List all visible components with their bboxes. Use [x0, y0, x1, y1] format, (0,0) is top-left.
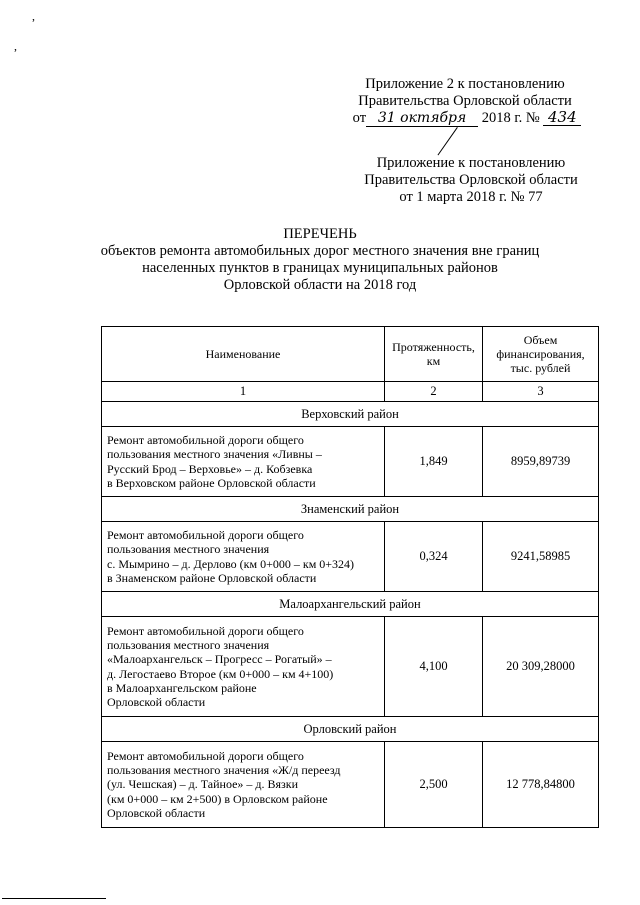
objects-table — [101, 326, 599, 828]
object-line: с. Мымрино – д. Дерлово (км 0+000 – км 0+324) — [107, 556, 355, 571]
date-prefix: от — [352, 110, 367, 126]
header-length: Протяженность, км — [385, 327, 483, 382]
object-funding: 12 778,84800 — [483, 742, 599, 828]
original-appendix-line-1: Приложение к постановлению — [376, 155, 566, 171]
table-row — [102, 742, 599, 828]
table-row — [102, 427, 599, 497]
original-appendix-header — [352, 155, 590, 206]
appendix-line-2: Правительства Орловской области — [358, 93, 572, 109]
column-number-row — [102, 382, 599, 402]
object-line: пользования местного значения «Ливны – — [107, 447, 322, 462]
pen-stroke — [437, 127, 457, 155]
object-line: пользования местного значения «Ж/д переезд — [107, 763, 341, 778]
object-funding: 20 309,28000 — [483, 617, 599, 717]
district-row — [102, 592, 599, 617]
appendix-date-line — [344, 110, 590, 127]
col-number-3: 3 — [483, 382, 599, 402]
document-title — [90, 226, 550, 294]
appendix-header — [340, 76, 590, 127]
object-line: пользования местного значения — [107, 637, 270, 652]
object-line: Орловской области — [107, 805, 206, 820]
original-appendix-line-2: Правительства Орловской области — [364, 172, 578, 188]
object-name — [102, 617, 385, 717]
header-funding: Объем финансирования, тыс. рублей — [483, 327, 599, 382]
table-row — [102, 522, 599, 592]
object-funding: 8959,89739 — [483, 427, 599, 497]
district-name: Знаменский район — [102, 497, 599, 522]
table-header-row — [102, 327, 599, 382]
object-line: в Малоархангельском районе — [107, 680, 257, 695]
object-line: Ремонт автомобильной дороги общего — [107, 623, 304, 638]
date-suffix: 2018 г. № — [481, 110, 540, 126]
object-line: Ремонт автомобильной дороги общего — [107, 527, 304, 542]
title-heading: ПЕРЕЧЕНЬ — [283, 226, 357, 242]
object-name — [102, 742, 385, 828]
title-line-1: объектов ремонта автомобильных дорог местного значения вне границ — [100, 243, 540, 259]
scan-mark: , — [32, 9, 35, 23]
title-line-2: населенных пунктов в границах муниципальных районов — [142, 260, 498, 276]
col-number-1: 1 — [102, 382, 385, 402]
col-number-2: 2 — [385, 382, 483, 402]
district-name: Орловский район — [102, 717, 599, 742]
district-name: Верховский район — [102, 402, 599, 427]
object-length: 0,324 — [385, 522, 483, 592]
object-name — [102, 427, 385, 497]
object-line: Русский Брод – Верховье» – д. Кобзевка — [107, 461, 313, 476]
object-line: (ул. Чешская) – д. Тайное» – д. Вязки — [107, 777, 299, 792]
object-line: «Малоархангельск – Прогресс – Рогатый» – — [107, 652, 332, 667]
object-length: 4,100 — [385, 617, 483, 717]
object-length: 2,500 — [385, 742, 483, 828]
object-line: в Знаменском районе Орловской области — [107, 570, 317, 585]
header-name: Наименование — [102, 327, 385, 382]
title-line-3: Орловской области на 2018 год — [223, 277, 417, 293]
handwritten-number: 434 — [543, 110, 581, 126]
original-appendix-line-3: от 1 марта 2018 г. № 77 — [399, 189, 543, 205]
district-row — [102, 402, 599, 427]
handwritten-date: 31 октября — [366, 111, 478, 127]
scan-mark: , — [14, 39, 17, 53]
object-length: 1,849 — [385, 427, 483, 497]
object-line: Орловской области — [107, 695, 206, 710]
object-name — [102, 522, 385, 592]
object-line: д. Легостаево Второе (км 0+000 – км 4+100) — [107, 666, 334, 681]
district-row — [102, 717, 599, 742]
object-line: пользования местного значения — [107, 542, 270, 557]
table-row — [102, 617, 599, 717]
footnote-rule — [2, 898, 106, 899]
object-line: Ремонт автомобильной дороги общего — [107, 432, 304, 447]
object-line: Ремонт автомобильной дороги общего — [107, 748, 304, 763]
object-line: в Верховском районе Орловской области — [107, 475, 316, 490]
object-funding: 9241,58985 — [483, 522, 599, 592]
appendix-line-1: Приложение 2 к постановлению — [365, 76, 565, 92]
district-name: Малоархангельский район — [102, 592, 599, 617]
object-line: (км 0+000 – км 2+500) в Орловском районе — [107, 791, 328, 806]
district-row — [102, 497, 599, 522]
